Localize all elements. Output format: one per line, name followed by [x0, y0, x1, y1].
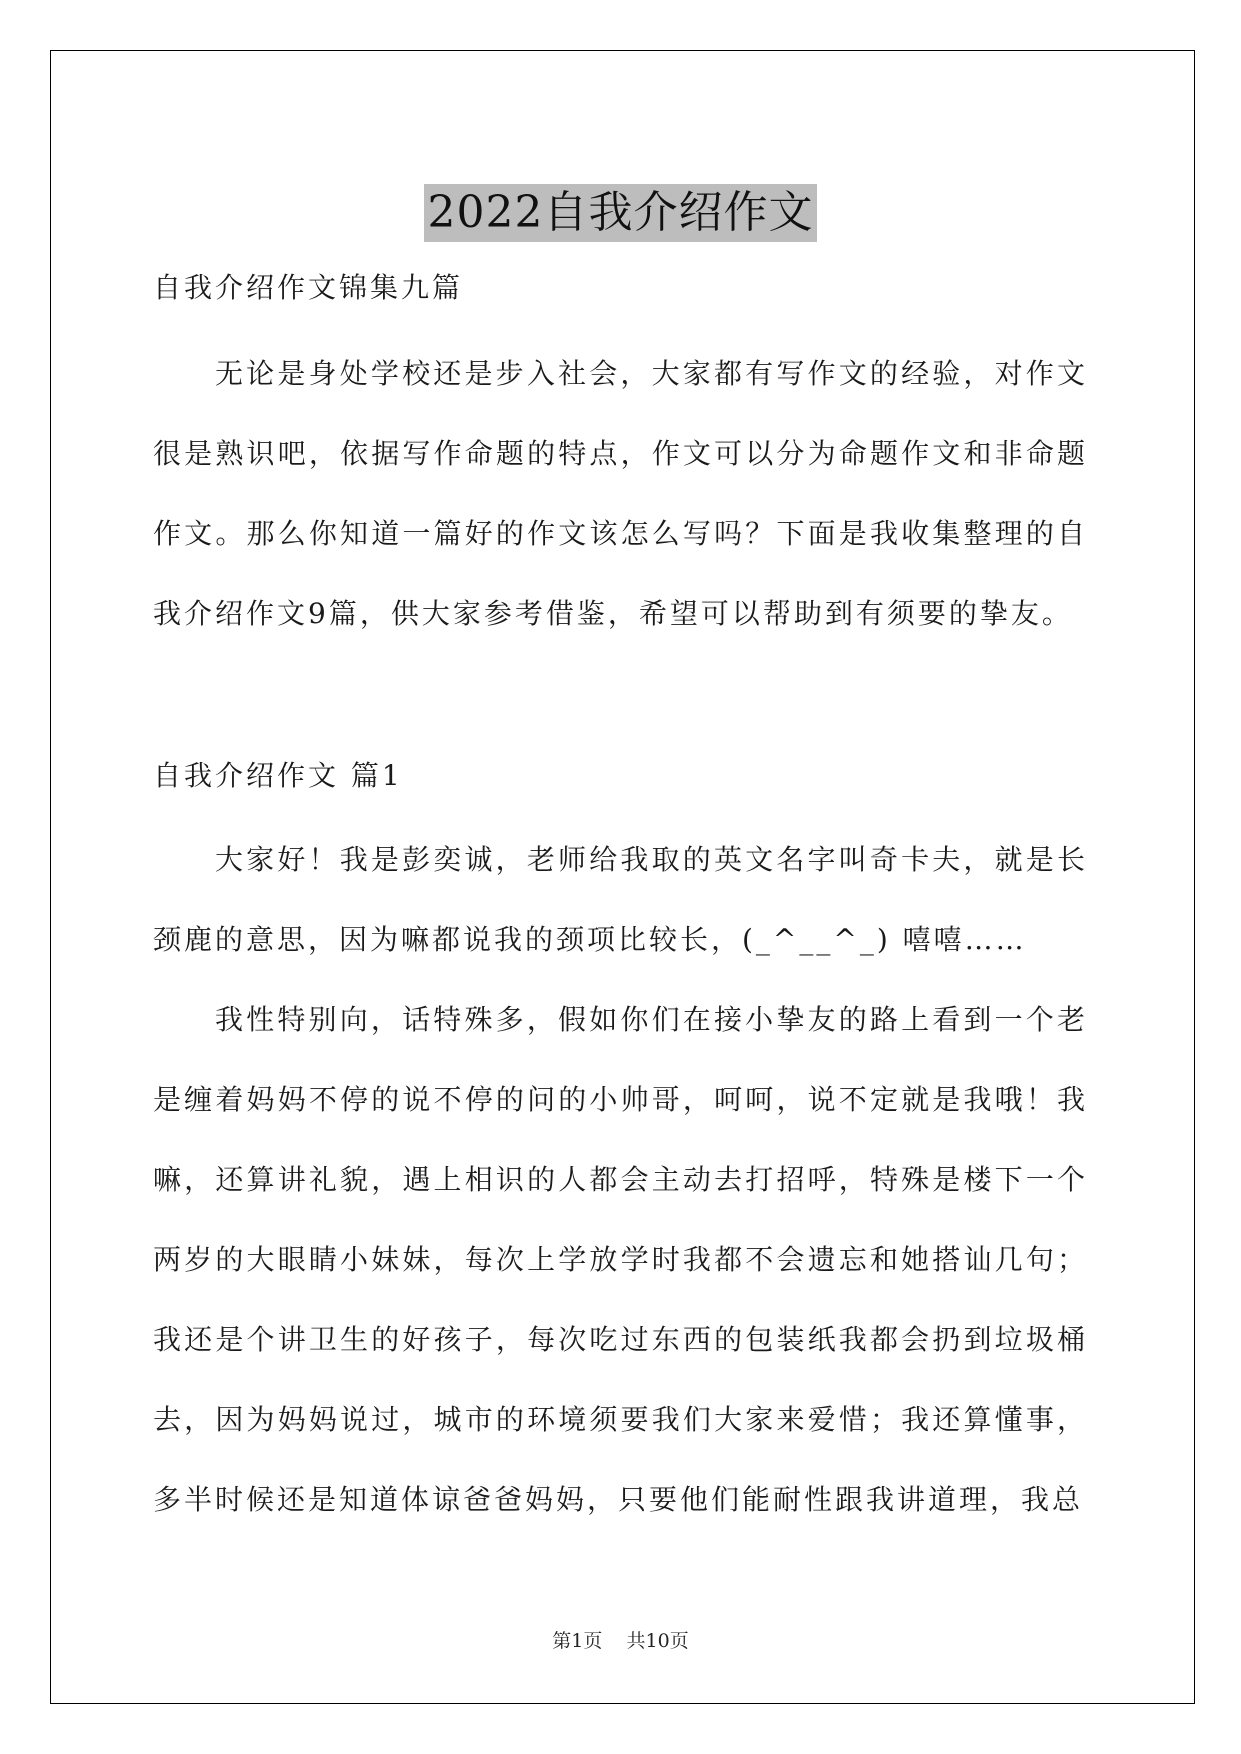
page-number: 第1页 [552, 1630, 603, 1652]
intro-paragraph: 无论是身处学校还是步入社会，大家都有写作文的经验，对作文很是熟识吧，依据写作命题的特点，作文可以分为命题作文和非命题作文。那么你知道一篇好的作文该怎么写吗？下面是我收集整理的自我介绍作文9篇，供大家参考借鉴，希望可以帮助到有须要的挚友。 [153, 357, 1088, 630]
body-paragraph: 我性特别向，话特殊多，假如你们在接小挚友的路上看到一个老是缠着妈妈不停的说不停的问的小帅哥，呵呵，说不定就是我哦！我嘛，还算讲礼貌，遇上相识的人都会主动去打招呼，特殊是楼下一个两岁的大眼睛小妹妹，每次上学放学时我都不会遗忘和她搭讪几句；我还是个讲卫生的好孩子，每次吃过东西的包装纸我都会扔到垃圾桶去，因为妈妈说过，城市的环境须要我们大家来爱惜；我还算懂事，多半时候还是知道体谅爸爸妈妈，只要他们能耐性跟我讲道理，我总 [153, 1003, 1088, 1516]
title-container [0, 155, 1241, 272]
page-footer [0, 1628, 1241, 1654]
page-total: 共10页 [626, 1630, 689, 1652]
section-heading: 自我介绍作文 篇1 [153, 759, 403, 792]
document-title: 2022自我介绍作文 [424, 184, 818, 242]
document-subtitle: 自我介绍作文锦集九篇 [153, 271, 464, 304]
intro-section [153, 334, 1088, 654]
section-body [153, 820, 1088, 1540]
body-paragraph: 大家好！我是彭奕诚，老师给我取的英文名字叫奇卡夫，就是长颈鹿的意思，因为嘛都说我的颈项比较长，(_^__^_) 嘻嘻…… [153, 843, 1088, 956]
